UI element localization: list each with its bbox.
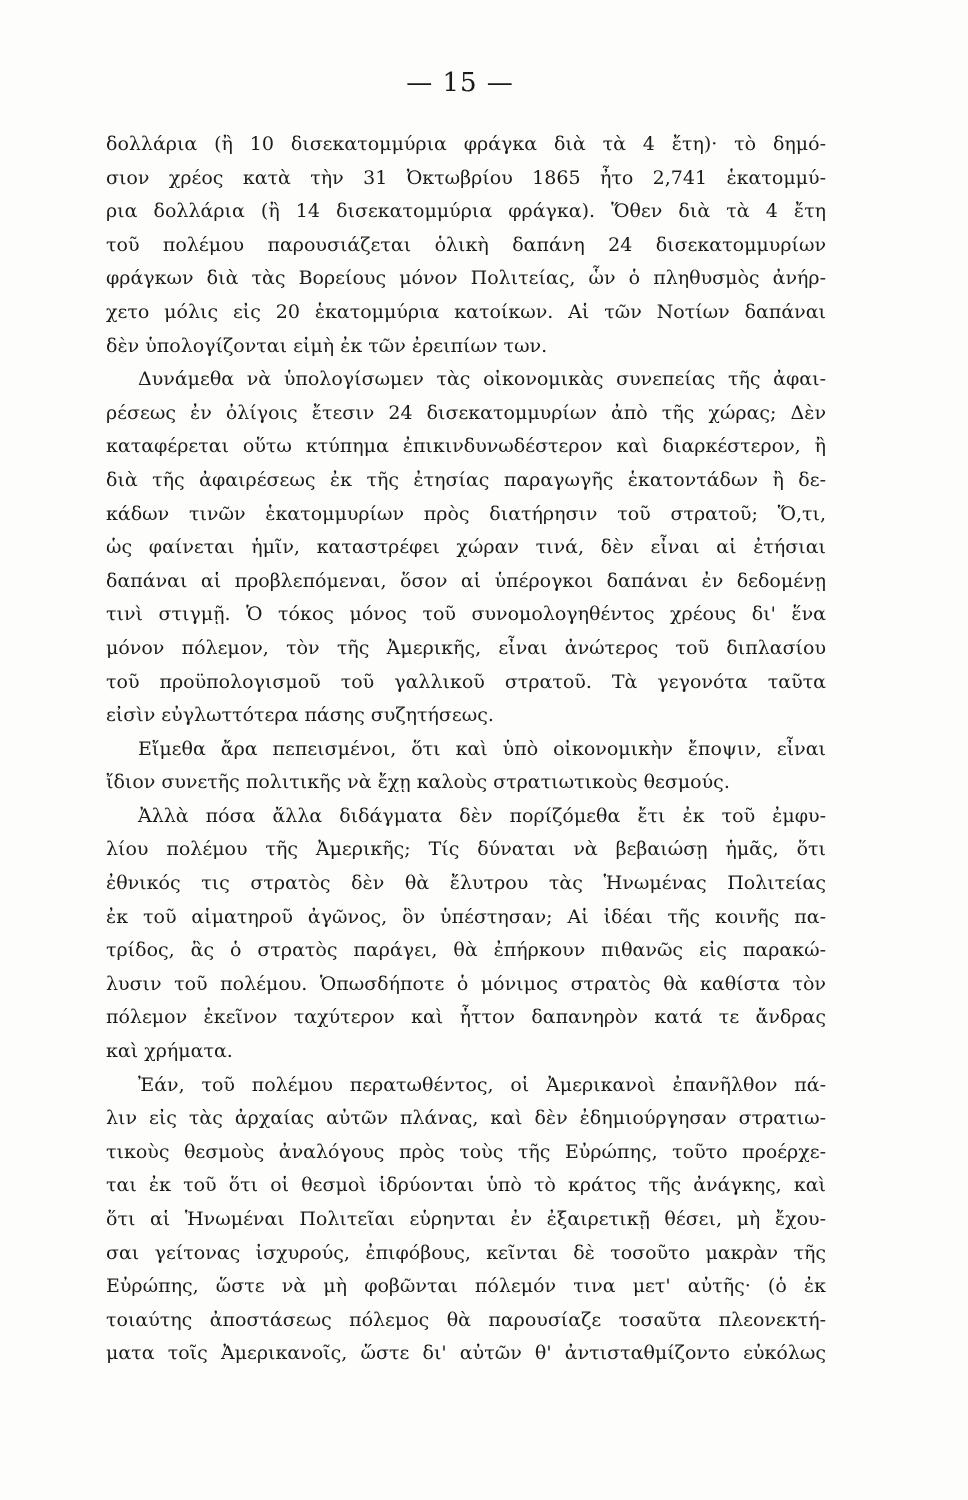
text-line: τοιαύτης ἀποστάσεως πόλεμος θὰ παρουσίαζε τοσαῦτα πλεονεκτή-: [106, 1308, 826, 1331]
text-line: Ἀλλὰ πόσα ἄλλα διδάγματα δὲν πορίζόμεθα ἔτι ἐκ τοῦ ἐμφυ-: [138, 804, 826, 827]
text-line: ὅτι αἱ Ἡνωμέναι Πολιτεῖαι εὑρηνται ἐν ἐξαιρετικῇ θέσει, μὴ ἔχου-: [106, 1208, 826, 1230]
text-line: εἰσὶν εὐγλωττότερα πάσης συζητήσεως.: [106, 704, 494, 727]
text-line: τινὶ στιγμῇ. Ὁ τόκος μόνος τοῦ συνομολογηθέντος χρέους δι' ἕνα: [106, 603, 826, 626]
text-line: λίου πολέμου τῆς Ἀμερικῆς; Τίς δύναται νὰ βεβαιώσῃ ἡμᾶς, ὅτι: [106, 838, 826, 861]
text-line: δὲν ὑπολογίζονται εἰμὴ ἐκ τῶν ἐρειπίων των.: [106, 334, 548, 357]
text-line: Εἴμεθα ἄρα πεπεισμένοι, ὅτι καὶ ὑπὸ οἰκονομικὴν ἔποψιν, εἶναι: [138, 737, 826, 760]
text-line: Δυνάμεθα νὰ ὑπολογίσωμεν τὰς οἰκονομικὰς συνεπείας τῆς ἀφαι-: [138, 368, 826, 391]
text-line: ματα τοῖς Ἀμερικανοῖς, ὥστε δι' αὐτῶν θ' ἀντισταθμίζοντο εὐκόλως: [106, 1342, 826, 1365]
text-line: σαι γείτονας ἰσχυρούς, ἐπιφόβους, κεῖνται δὲ τοσοῦτο μακρὰν τῆς: [106, 1241, 826, 1264]
page-number: — 15 —: [406, 68, 514, 98]
text-line: τοῦ προϋπολογισμοῦ τοῦ γαλλικοῦ στρατοῦ. Τὰ γεγονότα ταῦτα: [106, 670, 826, 693]
text-line: διὰ τῆς ἀφαιρέσεως ἐκ τῆς ἐτησίας παραγωγῆς ἑκατοντάδων ἢ δε-: [106, 468, 826, 491]
body-text: [106, 128, 826, 1371]
text-line: ἐθνικός τις στρατὸς δὲν θὰ ἔλυτρου τὰς Ἡνωμένας Πολιτείας: [106, 872, 826, 895]
text-line: τικοὺς θεσμοὺς ἀναλόγους πρὸς τοὺς τῆς Εὐρώπης, τοῦτο προέρχε-: [106, 1140, 826, 1163]
text-line: τρίδος, ἃς ὁ στρατὸς παράγει, θὰ ἐπήρκουν πιθανῶς εἰς παρακώ-: [106, 939, 826, 962]
text-line: Εὐρώπης, ὥστε νὰ μὴ φοβῶνται πόλεμόν τινα μετ' αὐτῆς· (ὁ ἐκ: [106, 1275, 826, 1298]
text-line: τοῦ πολέμου παρουσιάζεται ὁλικὴ δαπάνη 24 δισεκατομμυρίων: [106, 233, 826, 256]
text-line: Ἐάν, τοῦ πολέμου περατωθέντος, οἱ Ἀμερικανοὶ ἐπανῆλθον πά-: [138, 1073, 826, 1096]
text-line: δολλάρια (ἢ 10 δισεκατομμύρια φράγκα διὰ τὰ 4 ἔτη)· τὸ δημό-: [106, 133, 826, 155]
text-line: δαπάναι αἱ προβλεπόμεναι, ὅσον αἱ ὑπέρογκοι δαπάναι ἐν δεδομένῃ: [106, 569, 826, 592]
text-line: καταφέρεται οὕτω κτύπημα ἐπικινδυνωδέστερον καὶ διαρκέστερον, ἢ: [106, 435, 826, 458]
text-line: ἐκ τοῦ αἱματηροῦ ἀγῶνος, ὃν ὑπέστησαν; Αἱ ἰδέαι τῆς κοινῆς πα-: [106, 905, 826, 928]
text-line: σιον χρέος κατὰ τὴν 31 Ὀκτωβρίου 1865 ἦτο 2,741 ἑκατομμύ-: [106, 166, 826, 189]
text-line: ὡς φαίνεται ἡμῖν, καταστρέφει χώραν τινά, δὲν εἶναι αἱ ἐτήσιαι: [106, 536, 826, 559]
text-line: ρια δολλάρια (ἢ 14 δισεκατομμύρια φράγκα). Ὅθεν διὰ τὰ 4 ἔτη: [106, 200, 826, 223]
text-line: κάδων τινῶν ἑκατομμυρίων πρὸς διατήρησιν τοῦ στρατοῦ; Ὅ,τι,: [106, 502, 826, 525]
text-line: ρέσεως ἐν ὀλίγοις ἔτεσιν 24 δισεκατομμυρίων ἀπὸ τῆς χώρας; Δὲν: [106, 401, 826, 424]
text-line: λυσιν τοῦ πολέμου. Ὁπωσδήποτε ὁ μόνιμος στρατὸς θὰ καθίστα τὸν: [106, 972, 826, 995]
text-line: πόλεμον ἐκεῖνον ταχύτερον καὶ ἧττον δαπανηρὸν κατά τε ἄνδρας: [106, 1006, 826, 1029]
text-line: ἴδιον συνετῆς πολιτικῆς νὰ ἔχῃ καλοὺς στρατιωτικοὺς θεσμούς.: [106, 771, 730, 794]
text-line: ται ἐκ τοῦ ὅτι οἱ θεσμοὶ ἱδρύονται ὑπὸ τὸ κράτος τῆς ἀνάγκης, καὶ: [106, 1174, 826, 1197]
text-line: χετο μόλις εἰς 20 ἑκατομμύρια κατοίκων. Αἱ τῶν Νοτίων δαπάναι: [106, 300, 826, 323]
text-line: λιν εἰς τὰς ἀρχαίας αὐτῶν πλάνας, καὶ δὲν ἐδημιούργησαν στρατιω-: [106, 1107, 826, 1130]
text-line: μόνον πόλεμον, τὸν τῆς Ἀμερικῆς, εἶναι ἀνώτερος τοῦ διπλασίου: [106, 636, 826, 659]
text-line: καὶ χρήματα.: [106, 1040, 233, 1063]
text-line: φράγκων διὰ τὰς Βορείους μόνον Πολιτείας, ὧν ὁ πληθυσμὸς ἀνήρ-: [106, 267, 826, 290]
